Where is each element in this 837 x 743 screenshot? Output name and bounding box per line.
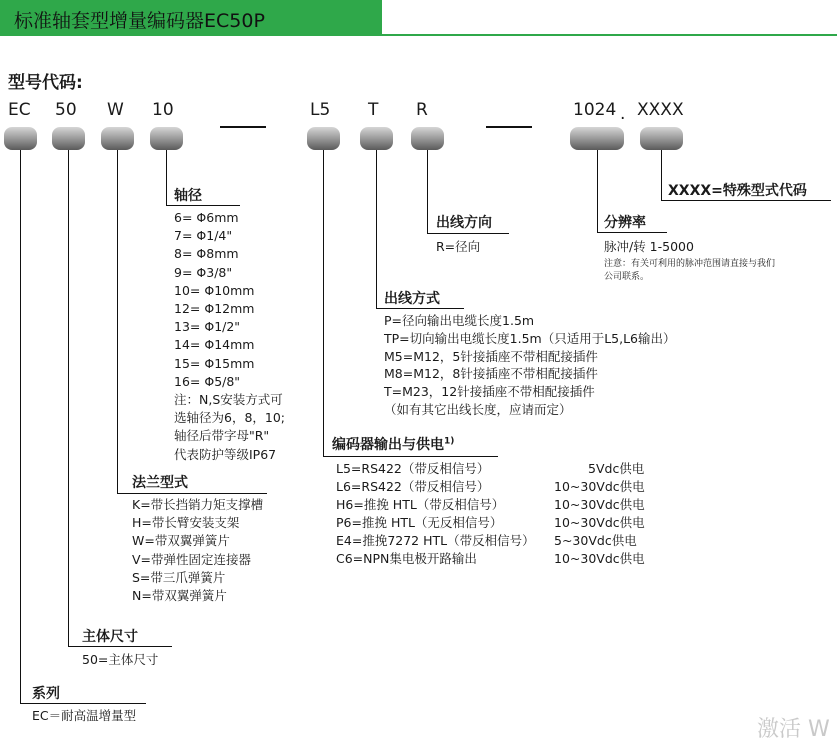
model-code-label: 型号代码: [8,73,83,93]
special-code-text: XXXX=特殊型式代码 [668,183,807,199]
title-bar [0,0,382,36]
shaft-list [174,209,285,464]
table-row [336,514,666,532]
direction-title: 出线方向 [436,215,492,231]
code-flange: W [107,100,124,120]
code-resolution: 1024 [573,100,617,120]
leader-direction-h [427,233,509,234]
activation-watermark: 激活 W [757,717,830,742]
code-pill-ec [4,127,37,150]
output-title [332,434,454,454]
code-special: XXXX [637,100,684,120]
leader-cable-h [376,308,464,309]
leader-series-v [20,150,21,703]
output-code: L6=RS422（带反相信号） [336,479,490,494]
output-supply: 5~30Vdc供电 [554,533,637,548]
list-item: 8= Φ8mm [174,246,239,262]
leader-resolution-h [597,232,667,233]
code-pill-flange [101,127,134,150]
leader-special-h [661,200,831,201]
code-pill-cable [360,127,393,150]
code-direction: R [416,100,428,120]
leader-cable-v [376,150,377,308]
list-item: K=带长挡销力矩支撑槽 [132,497,264,512]
flange-title: 法兰型式 [132,475,188,491]
leader-direction-v [427,150,428,233]
size-item: 50=主体尺寸 [82,652,159,667]
output-supply: 5Vdc供电 [588,461,645,476]
leader-shaft-v [166,150,167,205]
shaft-note: 代表防护等级IP67 [174,446,277,462]
list-item: 6= Φ6mm [174,210,239,225]
code-shaft: 10 [152,100,174,120]
cable-list [384,312,676,419]
title-underline [382,34,837,36]
list-item: 12= Φ12mm [174,301,255,317]
cable-title: 出线方式 [384,291,440,307]
output-title-footnote: 1) [444,436,455,447]
list-item: W=带双翼弹簧片 [132,533,230,549]
output-supply: 10~30Vdc供电 [554,515,645,530]
leader-output-h [323,456,498,457]
code-dot: . [620,104,626,124]
list-item: M8=M12，8针接插座不带相配接插件 [384,366,598,382]
code-pill-resolution [570,127,624,150]
list-item: V=带弹性固定连接器 [132,551,252,567]
direction-item: R=径向 [436,239,481,254]
shaft-title: 轴径 [174,188,202,204]
output-code: H6=推挽 HTL（带反相信号） [336,497,505,512]
output-supply: 10~30Vdc供电 [554,551,645,566]
leader-flange-h [117,493,267,494]
resolution-note-1: 注意：有关可利用的脉冲范围请直接与我们 [604,259,776,269]
list-item: 10= Φ10mm [174,282,255,298]
output-supply: 10~30Vdc供电 [554,497,645,512]
code-dash-2 [486,126,532,128]
code-pill-special [640,127,683,150]
list-item: 14= Φ14mm [174,337,255,353]
output-code: C6=NPN集电极开路输出 [336,551,477,566]
size-title: 主体尺寸 [82,629,138,645]
list-item: M5=M12，5针接插座不带相配接插件 [384,348,598,364]
list-item: H=带长臂安装支架 [132,515,240,531]
code-pill-direction [411,127,444,150]
leader-special-v [661,150,662,200]
table-row [336,550,666,568]
list-item: 7= Φ1/4" [174,228,233,244]
resolution-note-2: 公司联系。 [604,272,650,282]
list-item: 15= Φ15mm [174,355,255,371]
output-code: L5=RS422（带反相信号） [336,461,490,476]
output-list [336,460,666,568]
table-row [336,478,666,496]
table-row [336,496,666,514]
code-dash-1 [220,126,266,128]
leader-size-v [68,150,69,646]
series-title: 系列 [32,686,60,702]
output-title-text: 编码器输出与供电 [332,437,444,453]
shaft-note: 轴径后带字母"R" [174,428,270,444]
output-code: P6=推挽 HTL（无反相信号） [336,515,503,530]
leader-output-v [323,150,324,456]
list-item: P=径向输出电缆长度1.5m [384,313,535,328]
table-row [336,532,666,550]
shaft-note: 注：N,S安装方式可 [174,392,283,408]
code-pill-size [52,127,85,150]
flange-list [132,496,263,605]
leader-resolution-v [597,150,598,232]
list-item: 13= Φ1/2" [174,319,241,335]
code-cable: T [368,100,379,120]
output-supply: 10~30Vdc供电 [554,479,645,494]
code-ec: EC [8,100,31,120]
list-item: 16= Φ5/8" [174,373,241,389]
code-pill-shaft [150,127,183,150]
leader-flange-v [117,150,118,493]
page-title: 标准轴套型增量编码器EC50P [14,10,265,32]
list-item: S=带三爪弹簧片 [132,569,226,585]
code-size: 50 [55,100,77,120]
leader-size-h [68,646,172,647]
list-item: TP=切向输出电缆长度1.5m（只适用于L5,L6输出） [384,330,676,346]
code-output: L5 [310,100,331,120]
code-pill-output [307,127,340,150]
shaft-note: 选轴径为6，8，10; [174,410,286,426]
output-code: E4=推挽7272 HTL（带反相信号） [336,533,535,548]
table-row [336,460,666,478]
list-item: N=带双翼弹簧片 [132,588,227,604]
resolution-item: 脉冲/转 1-5000 [604,239,694,254]
series-item: EC＝耐高温增量型 [32,708,137,723]
resolution-title: 分辨率 [604,215,646,231]
leader-shaft-h [166,205,240,206]
list-item: T=M23，12针接插座不带相配接插件 [384,384,595,400]
list-item: 9= Φ3/8" [174,264,233,280]
leader-series-h [20,703,146,704]
list-item: （如有其它出线长度，应请而定） [384,401,572,417]
